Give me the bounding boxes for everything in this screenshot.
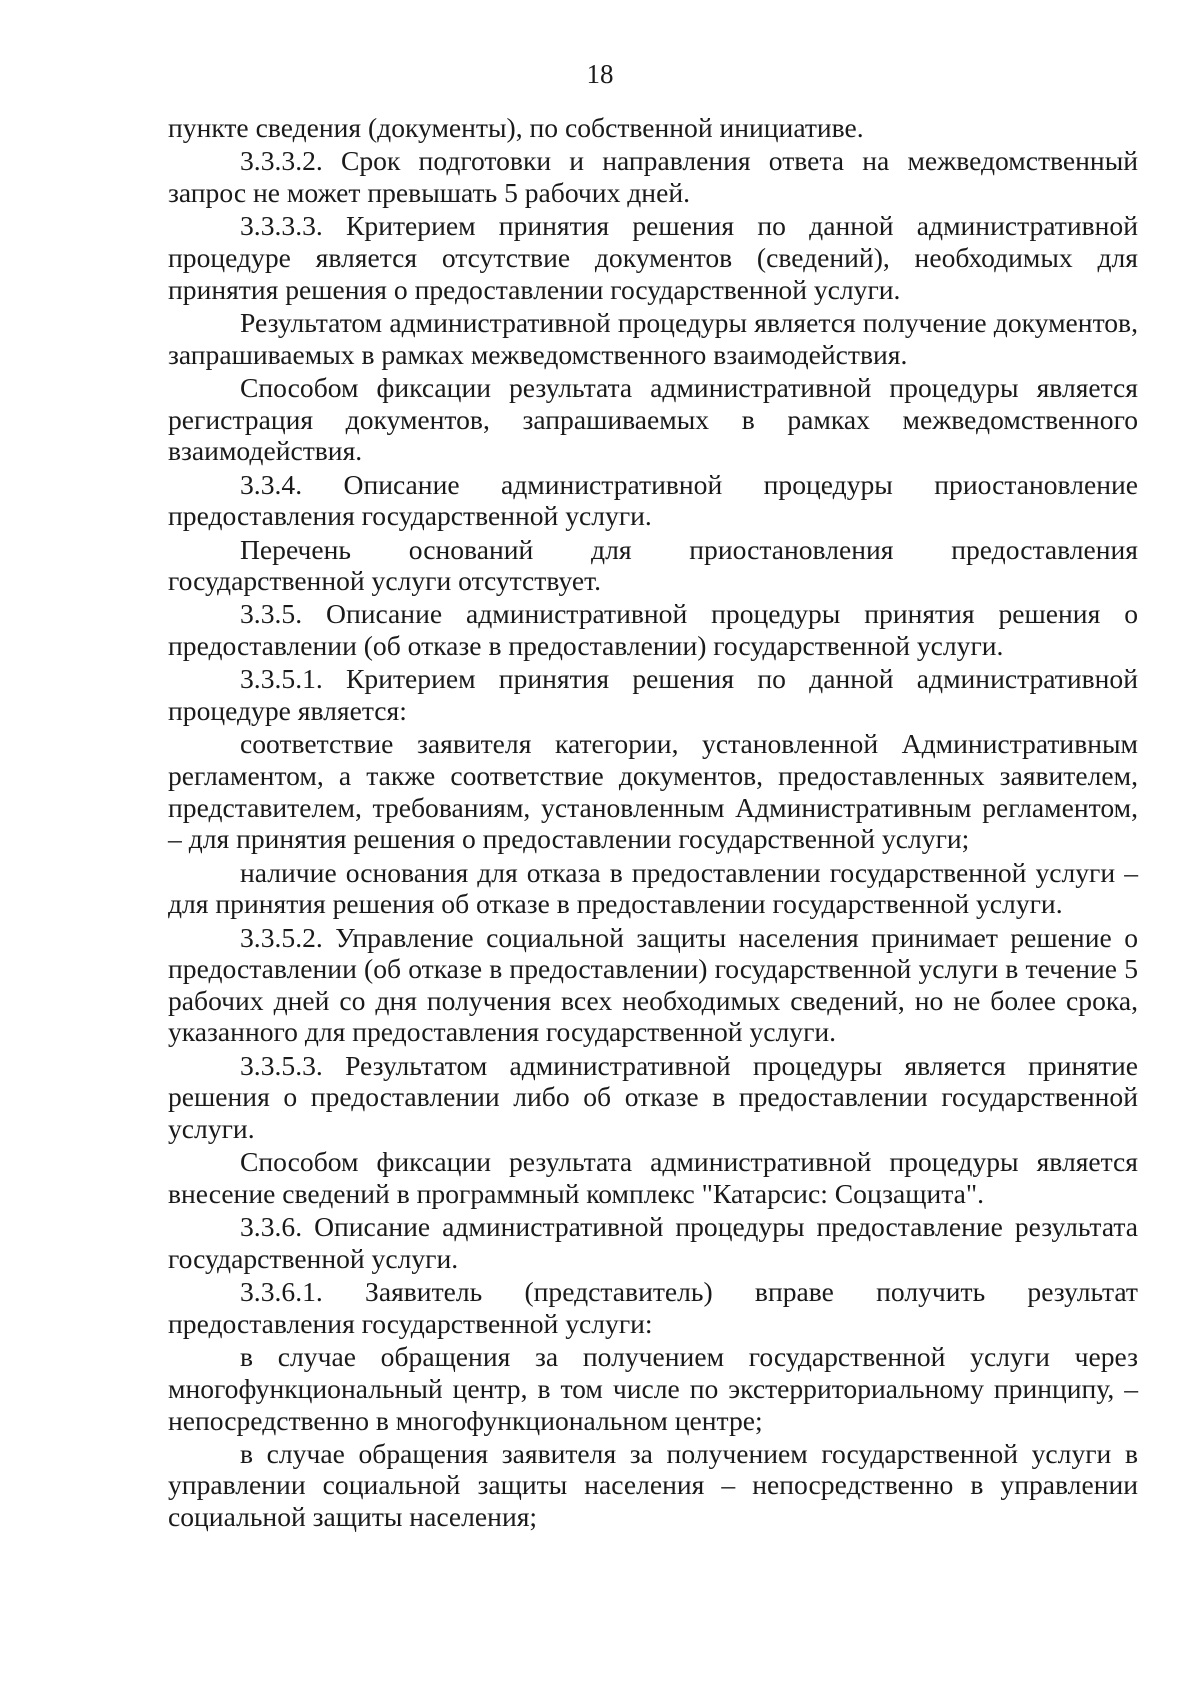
paragraph: 3.3.5. Описание административной процедуры принятия решения о предоставлении (об отказе в предоставлении) государственной услуги. (168, 598, 1138, 662)
paragraph: 3.3.6. Описание административной процедуры предоставление результата государственной услуги. (168, 1211, 1138, 1274)
paragraph: наличие основания для отказа в предоставлении государственной услуги – для принятия решения об отказе в предоставлении государственной услуги. (168, 856, 1138, 920)
paragraph: 3.3.3.2. Срок подготовки и направления ответа на межведомственный запрос не может превышать 5 рабочих дней. (168, 145, 1138, 208)
paragraph: в случае обращения за получением государственной услуги через многофункциональный центр, в том числе по экстерриториальному принципу, – непосредственно в многофункциональном центре; (168, 1341, 1138, 1436)
paragraph: соответствие заявителя категории, установленной Административным регламентом, а также соответствие документов, предоставленных заявителем, представителем, требованиям, установленным Административным регламентом, – для принятия решения о предоставлении государственной услуги; (168, 728, 1138, 855)
paragraph: 3.3.6.1. Заявитель (представитель) вправе получить результат предоставления государственной услуги: (168, 1276, 1138, 1339)
paragraph: 3.3.5.1. Критерием принятия решения по данной административной процедуре является: (168, 663, 1138, 727)
paragraph: пункте сведения (документы), по собственной инициативе. (168, 112, 864, 143)
paragraph: Результатом административной процедуры является получение документов, запрашиваемых в рамках межведомственного взаимодействия. (168, 306, 1138, 370)
document-body (168, 112, 1138, 1534)
paragraph: Перечень оснований для приостановления предоставления государственной услуги отсутствует. (168, 533, 1138, 597)
paragraph: в случае обращения заявителя за получением государственной услуги в управлении социальной защиты населения – непосредственно в управлении социальной защиты населения; (168, 1437, 1138, 1533)
paragraph: 3.3.3.3. Критерием принятия решения по данной административной процедуре является отсутствие документов (сведений), необходимых для принятия решения о предоставлении государственной услуги. (168, 210, 1138, 305)
paragraph: Способом фиксации результата административной процедуры является регистрация документов, запрашиваемых в рамках межведомственного взаимодействия. (168, 371, 1138, 467)
paragraph: Способом фиксации результата административной процедуры является внесение сведений в программный комплекс "Катарсис: Соцзащита". (168, 1146, 1138, 1209)
page-number: 18 (586, 59, 614, 89)
paragraph: 3.3.5.3. Результатом административной процедуры является принятие решения о предоставлении либо об отказе в предоставлении государственной услуги. (168, 1049, 1138, 1144)
paragraph: 3.3.4. Описание административной процедуры приостановление предоставления государственной услуги. (168, 468, 1138, 532)
paragraph: 3.3.5.2. Управление социальной защиты населения принимает решение о предоставлении (об отказе в предоставлении) государственной услуги в течение 5 рабочих дней со дня получения всех необходимых сведений, но не более срока, указанного для предоставления государственной услуги. (168, 921, 1138, 1048)
